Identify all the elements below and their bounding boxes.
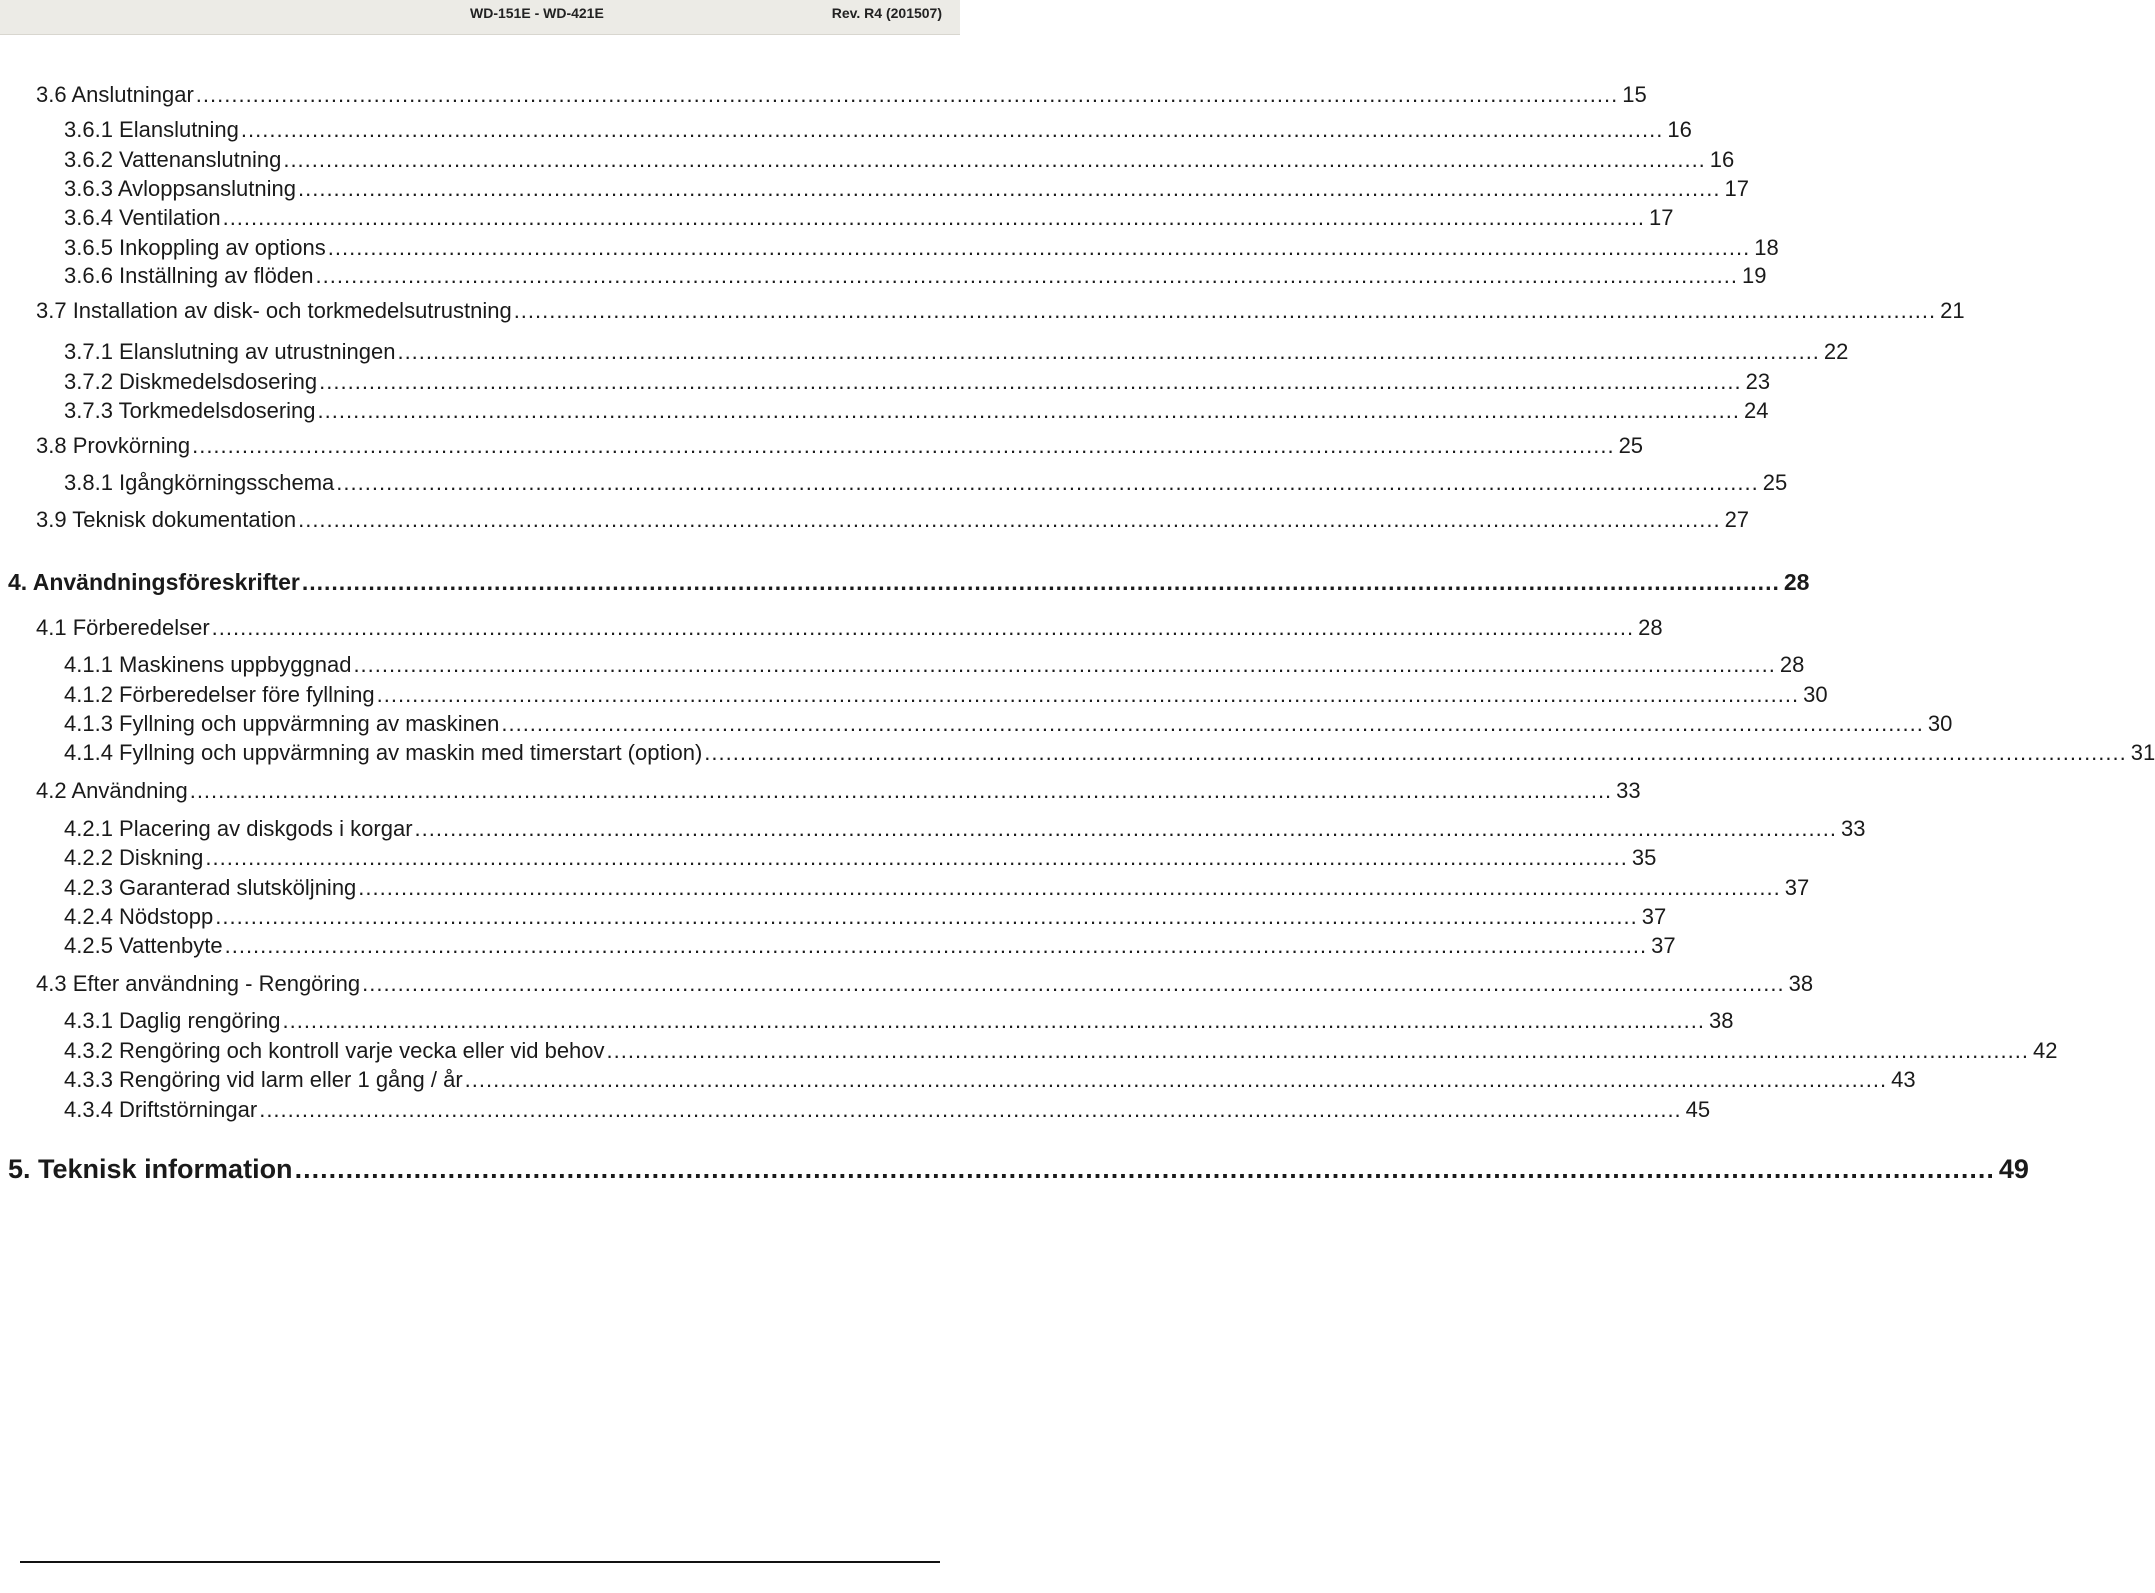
footer-rule xyxy=(20,1561,940,1563)
page-number: 28 xyxy=(1779,652,1805,677)
page-number: 15 xyxy=(1622,82,1647,107)
page-number: 49 xyxy=(1998,1154,2029,1184)
toc-entry[interactable]: 3.8.1 Igångkörningsschema ........................................................................................................................................................................................................ 25 xyxy=(64,470,1788,495)
toc-entry[interactable]: 4.2 Användning ........................................................................................................................................................................................................ 33 xyxy=(36,778,1641,803)
page-number: 24 xyxy=(1744,398,1769,423)
leader-dots: ........................................................................................................................................................................................................ xyxy=(336,470,1759,495)
toc-entry[interactable]: 3.6.3 Avloppsanslutning ........................................................................................................................................................................................................ 17 xyxy=(64,176,1749,201)
leader-dots: ........................................................................................................................................................................................................ xyxy=(301,569,1780,595)
page-number: 17 xyxy=(1724,176,1749,201)
page-number: 33 xyxy=(1841,816,1866,841)
page-number: 27 xyxy=(1724,507,1750,532)
toc-entry[interactable]: 3.7 Installation av disk- och torkmedelsutrustning ........................................................................................................................................................................................................ 21 xyxy=(36,298,1965,323)
document-model: WD-151E - WD-421E xyxy=(470,5,604,21)
toc-entry[interactable]: 3.6.1 Elanslutning ........................................................................................................................................................................................................ 16 xyxy=(64,117,1692,142)
leader-dots: ........................................................................................................................................................................................................ xyxy=(192,433,1615,458)
toc-entry[interactable]: 3.6.6 Inställning av flöden ........................................................................................................................................................................................................ 19 xyxy=(64,263,1767,288)
toc-entry[interactable]: 4.3.2 Rengöring och kontroll varje vecka eller vid behov ........................................................................................................................................................................................................ 42 xyxy=(64,1038,2058,1063)
page-number: 35 xyxy=(1631,845,1657,870)
leader-dots: ........................................................................................................................................................................................................ xyxy=(397,339,1820,364)
leader-dots: ........................................................................................................................................................................................................ xyxy=(704,740,2127,765)
toc-entry[interactable]: 3.6.4 Ventilation ........................................................................................................................................................................................................ 17 xyxy=(64,205,1674,230)
page-number: 30 xyxy=(1803,682,1828,707)
toc-entry[interactable]: 3.7.2 Diskmedelsdosering ........................................................................................................................................................................................................ 23 xyxy=(64,369,1771,394)
leader-dots: ........................................................................................................................................................................................................ xyxy=(195,82,1619,107)
page-number: 37 xyxy=(1651,933,1676,958)
page-number: 19 xyxy=(1741,263,1767,288)
page-number: 33 xyxy=(1616,778,1641,803)
toc-entry[interactable]: 4.1.2 Förberedelser före fyllning ........................................................................................................................................................................................................ 30 xyxy=(64,682,1828,707)
page-number: 38 xyxy=(1708,1008,1734,1033)
toc-entry[interactable]: 4.1.4 Fyllning och uppvärmning av maskin med timerstart (option) ........................................................................................................................................................................................................ 31 xyxy=(64,740,2155,765)
page-number: 37 xyxy=(1641,904,1667,929)
toc-entry[interactable]: 3.6.5 Inkoppling av options ........................................................................................................................................................................................................ 18 xyxy=(64,235,1779,260)
toc-entry[interactable]: 4.1 Förberedelser ........................................................................................................................................................................................................ 28 xyxy=(36,615,1663,640)
leader-dots: ........................................................................................................................................................................................................ xyxy=(319,369,1742,394)
page-number: 30 xyxy=(1927,711,1953,736)
leader-dots: ........................................................................................................................................................................................................ xyxy=(222,205,1646,230)
leader-dots: ........................................................................................................................................................................................................ xyxy=(353,652,1776,677)
toc-chapter[interactable]: 5. Teknisk information ........................................................................................................................................................................................................ 49 xyxy=(8,1154,2029,1184)
leader-dots: ........................................................................................................................................................................................................ xyxy=(358,875,1781,900)
toc-entry[interactable]: 4.2.2 Diskning ........................................................................................................................................................................................................ 35 xyxy=(64,845,1657,870)
toc-entry[interactable]: 3.7.1 Elanslutning av utrustningen ........................................................................................................................................................................................................ 22 xyxy=(64,339,1849,364)
page-number: 25 xyxy=(1762,470,1788,495)
document-revision: Rev. R4 (201507) xyxy=(831,5,942,21)
leader-dots: ........................................................................................................................................................................................................ xyxy=(211,615,1635,640)
page-number: 18 xyxy=(1754,235,1779,260)
toc-entry[interactable]: 4.1.1 Maskinens uppbyggnad ........................................................................................................................................................................................................ 28 xyxy=(64,652,1805,677)
toc-entry[interactable]: 4.2.4 Nödstopp ........................................................................................................................................................................................................ 37 xyxy=(64,904,1667,929)
leader-dots: ........................................................................................................................................................................................................ xyxy=(240,117,1664,142)
toc-entry[interactable]: 4.2.3 Garanterad slutsköljning ........................................................................................................................................................................................................ 37 xyxy=(64,875,1810,900)
leader-dots: ........................................................................................................................................................................................................ xyxy=(327,235,1751,260)
leader-dots: ........................................................................................................................................................................................................ xyxy=(414,816,1837,841)
page-number: 38 xyxy=(1788,971,1814,996)
leader-dots: ........................................................................................................................................................................................................ xyxy=(376,682,1800,707)
leader-dots: ........................................................................................................................................................................................................ xyxy=(464,1067,1888,1092)
page-number: 16 xyxy=(1709,147,1735,172)
page-number: 28 xyxy=(1638,615,1663,640)
page-number: 17 xyxy=(1649,205,1674,230)
page-number: 45 xyxy=(1685,1097,1711,1122)
toc-entry[interactable]: 4.3.3 Rengöring vid larm eller 1 gång / år ........................................................................................................................................................................................................ 43 xyxy=(64,1067,1916,1092)
page-number: 42 xyxy=(2033,1038,2058,1063)
leader-dots: ........................................................................................................................................................................................................ xyxy=(315,263,1738,288)
page-number: 22 xyxy=(1823,339,1849,364)
leader-dots: ........................................................................................................................................................................................................ xyxy=(317,398,1740,423)
leader-dots: ........................................................................................................................................................................................................ xyxy=(298,176,1721,201)
page-number: 31 xyxy=(2130,740,2155,765)
page-number: 37 xyxy=(1784,875,1810,900)
leader-dots: ........................................................................................................................................................................................................ xyxy=(259,1097,1682,1122)
toc-entry[interactable]: 4.3 Efter användning - Rengöring ........................................................................................................................................................................................................ 38 xyxy=(36,971,1814,996)
toc-entry[interactable]: 3.6.2 Vattenanslutning ........................................................................................................................................................................................................ 16 xyxy=(64,147,1735,172)
toc-entry[interactable]: 4.3.4 Driftstörningar ........................................................................................................................................................................................................ 45 xyxy=(64,1097,1711,1122)
leader-dots: ........................................................................................................................................................................................................ xyxy=(282,1008,1705,1033)
page-number: 16 xyxy=(1667,117,1692,142)
leader-dots: ........................................................................................................................................................................................................ xyxy=(362,971,1785,996)
toc-entry[interactable]: 4.3.1 Daglig rengöring ........................................................................................................................................................................................................ 38 xyxy=(64,1008,1734,1033)
leader-dots: ........................................................................................................................................................................................................ xyxy=(513,298,1937,323)
toc-entry[interactable]: 4.1.3 Fyllning och uppvärmning av maskinen ........................................................................................................................................................................................................ 30 xyxy=(64,711,1953,736)
toc-entry[interactable]: 3.9 Teknisk dokumentation ........................................................................................................................................................................................................ 27 xyxy=(36,507,1750,532)
leader-dots: ........................................................................................................................................................................................................ xyxy=(606,1038,2029,1063)
toc-entry[interactable]: 3.7.3 Torkmedelsdosering ........................................................................................................................................................................................................ 24 xyxy=(64,398,1769,423)
leader-dots: ........................................................................................................................................................................................................ xyxy=(294,1154,1995,1184)
page-number: 23 xyxy=(1745,369,1771,394)
leader-dots: ........................................................................................................................................................................................................ xyxy=(224,933,1648,958)
leader-dots: ........................................................................................................................................................................................................ xyxy=(501,711,1924,736)
page-number: 43 xyxy=(1891,1067,1916,1092)
toc-entry[interactable]: 4.2.5 Vattenbyte ........................................................................................................................................................................................................ 37 xyxy=(64,933,1676,958)
leader-dots: ........................................................................................................................................................................................................ xyxy=(189,778,1613,803)
page-number: 28 xyxy=(1783,569,1810,595)
toc-entry[interactable]: 3.6 Anslutningar ........................................................................................................................................................................................................ 15 xyxy=(36,82,1647,107)
toc-entry[interactable]: 3.8 Provkörning ........................................................................................................................................................................................................ 25 xyxy=(36,433,1644,458)
page-number: 21 xyxy=(1940,298,1965,323)
toc-entry[interactable]: 4.2.1 Placering av diskgods i korgar ........................................................................................................................................................................................................ 33 xyxy=(64,816,1866,841)
toc-chapter[interactable]: 4. Användningsföreskrifter ........................................................................................................................................................................................................ 28 xyxy=(8,569,1810,595)
leader-dots: ........................................................................................................................................................................................................ xyxy=(283,147,1706,172)
page-number: 25 xyxy=(1618,433,1644,458)
leader-dots: ........................................................................................................................................................................................................ xyxy=(205,845,1628,870)
leader-dots: ........................................................................................................................................................................................................ xyxy=(298,507,1721,532)
leader-dots: ........................................................................................................................................................................................................ xyxy=(215,904,1638,929)
